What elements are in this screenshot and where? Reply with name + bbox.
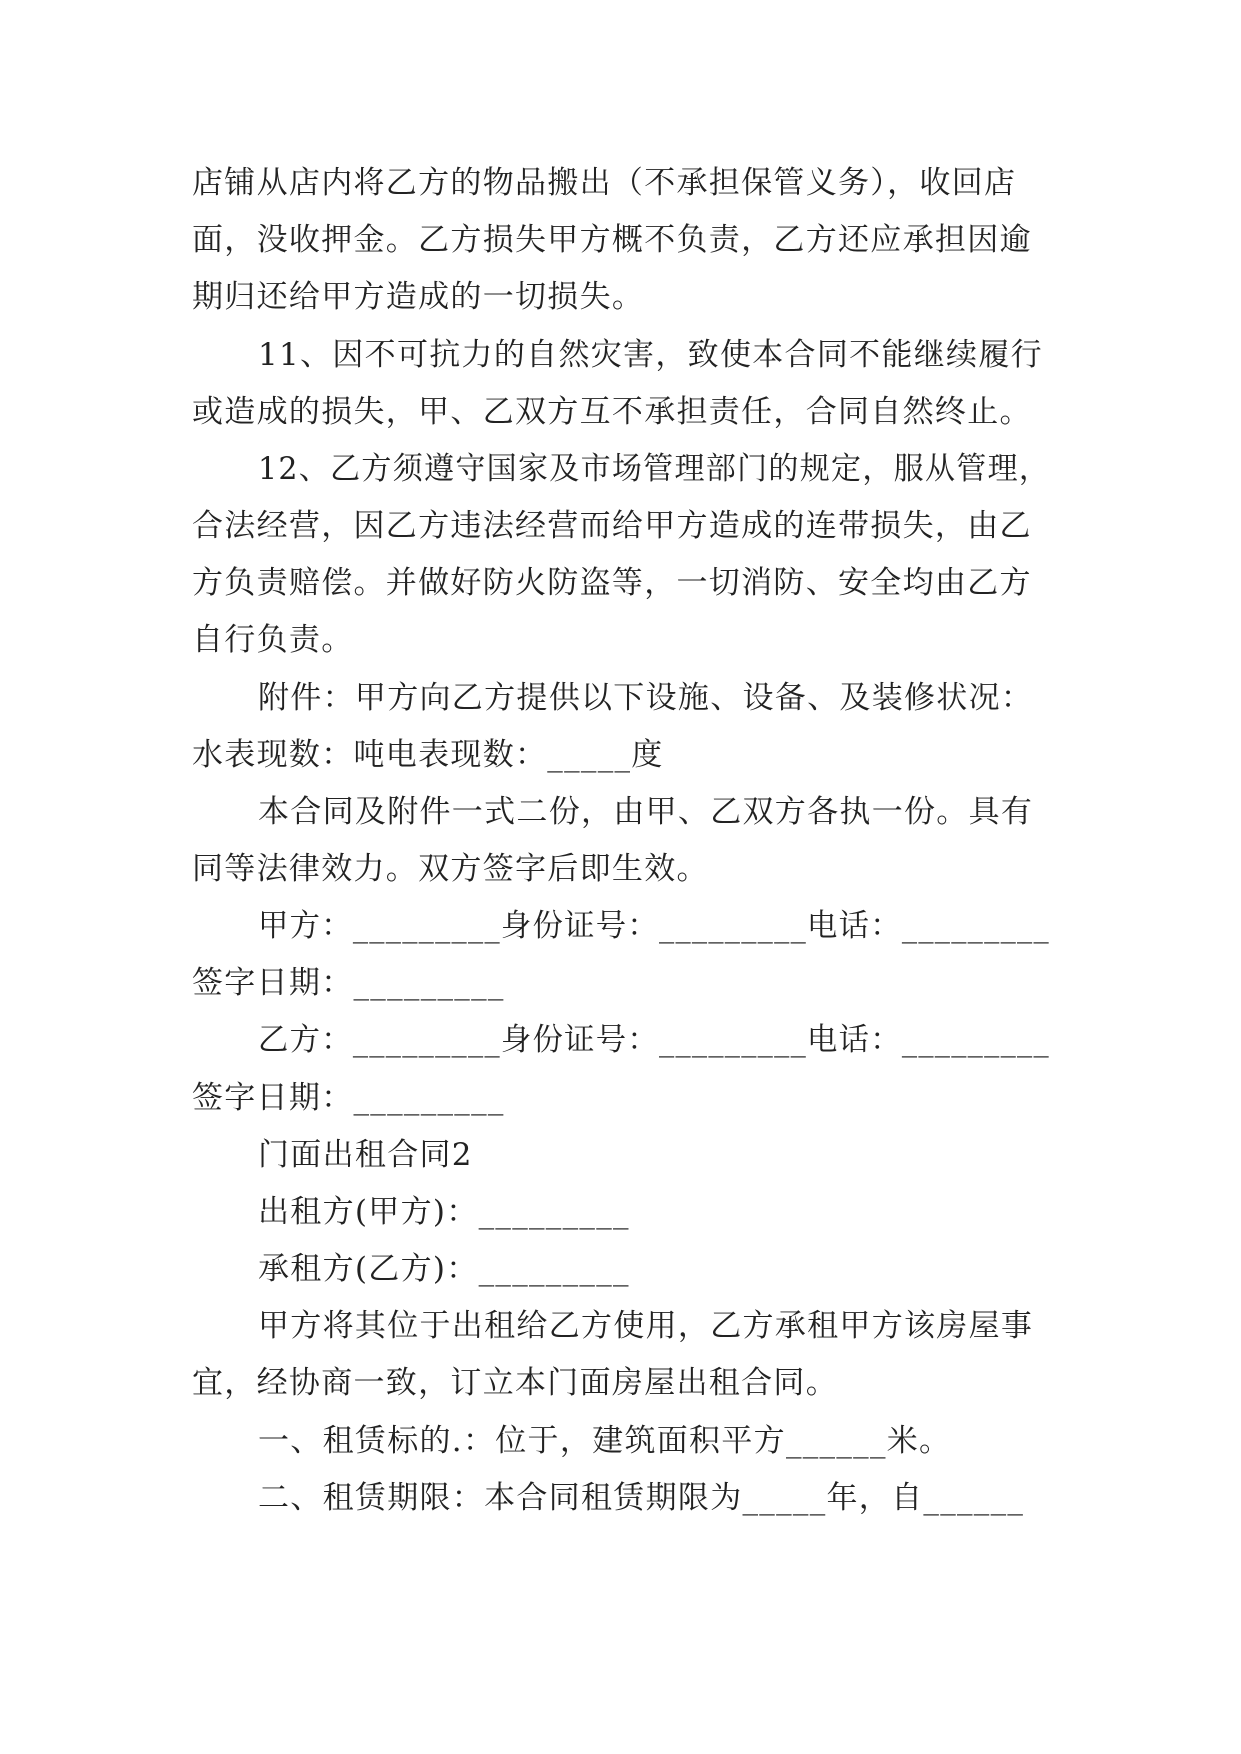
text-line: 甲方将其位于出租给乙方使用，乙方承租甲方该房屋事 <box>258 1308 1034 1344</box>
text-line: 自行负责。 <box>192 622 354 658</box>
text-line: 本合同及附件一式二份，由甲、乙双方各执一份。具有 <box>258 794 1034 830</box>
signature-line-party-b: 乙方：_________身份证号：_________电话：_________ <box>258 1022 1050 1058</box>
text-line: 方负责赔偿。并做好防火防盗等，一切消防、安全均由乙方 <box>192 565 1032 601</box>
sign-date-party-b: 签字日期：_________ <box>192 1080 505 1116</box>
text-line: 期归还给甲方造成的一切损失。 <box>192 279 645 315</box>
text-line: 宜，经协商一致，订立本门面房屋出租合同。 <box>192 1365 838 1401</box>
clause-lease-subject: 一、租赁标的.：位于，建筑面积平方______米。 <box>258 1423 952 1459</box>
lessee-line: 承租方(乙方)：_________ <box>258 1251 630 1287</box>
text-line: 面，没收押金。乙方损失甲方概不负责，乙方还应承担因逾 <box>192 222 1032 258</box>
text-line: 店铺从店内将乙方的物品搬出（不承担保管义务），收回店 <box>192 165 1017 201</box>
signature-line-party-a: 甲方：_________身份证号：_________电话：_________ <box>258 908 1050 944</box>
clause-lease-term: 二、租赁期限：本合同租赁期限为_____年，自______ <box>258 1480 1025 1516</box>
sign-date-party-a: 签字日期：_________ <box>192 965 505 1001</box>
text-line: 附件：甲方向乙方提供以下设施、设备、及装修状况： <box>258 680 1034 716</box>
text-line: 合法经营，因乙方违法经营而给甲方造成的连带损失，由乙 <box>192 508 1032 544</box>
text-line: 或造成的损失，甲、乙双方互不承担责任，合同自然终止。 <box>192 394 1032 430</box>
text-line: 同等法律效力。双方签字后即生效。 <box>192 851 709 887</box>
contract-title: 门面出租合同2 <box>258 1137 473 1173</box>
text-line: 11、因不可抗力的自然灾害，致使本合同不能继续履行 <box>258 337 1043 373</box>
lessor-line: 出租方(甲方)：_________ <box>258 1194 630 1230</box>
text-line: 水表现数：吨电表现数：_____度 <box>192 737 664 773</box>
text-line: 12、乙方须遵守国家及市场管理部门的规定，服从管理， <box>258 451 1051 487</box>
